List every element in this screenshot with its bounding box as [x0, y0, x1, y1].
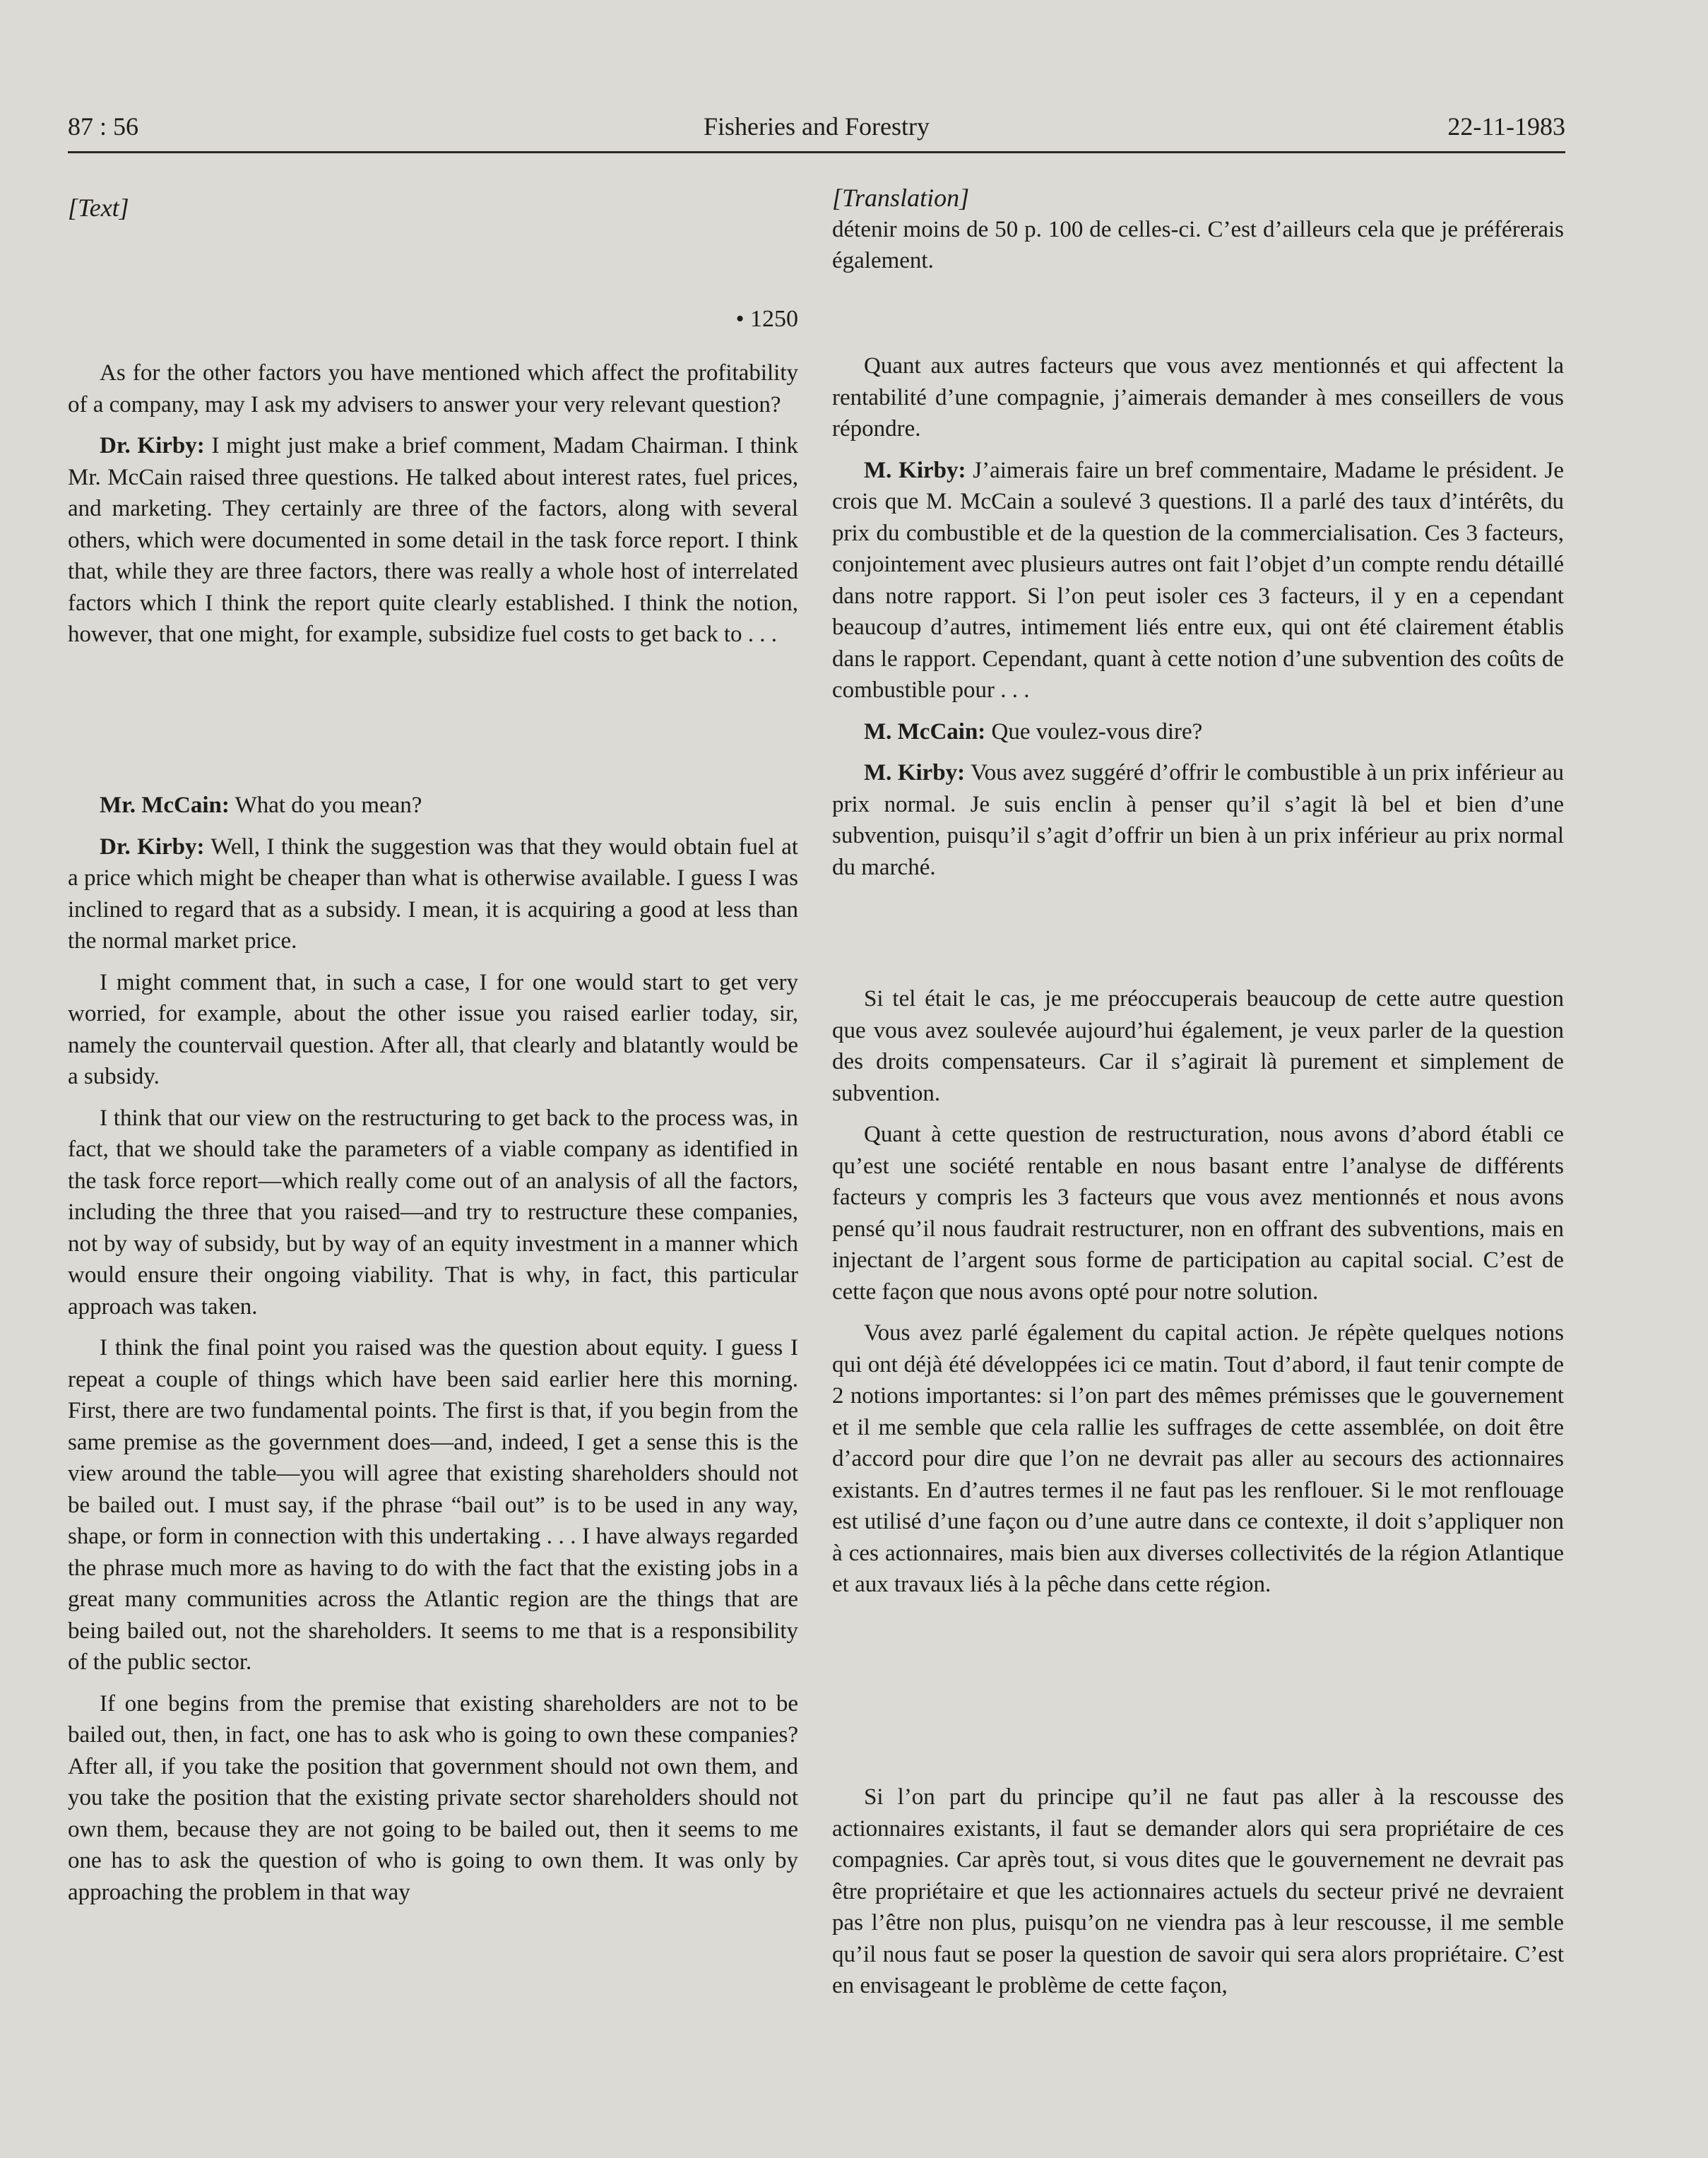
- paragraph-text: Vous avez suggéré d’offrir le combustible à un prix inférieur au prix normal. Je suis enclin à penser qu’il s’agit là bel et bien d’une subvention, puisqu’il s’agit d’offrir un bien à un prix inférieur au prix normal du marché.: [832, 760, 1564, 880]
- paragraph-text: Quant aux autres facteurs que vous avez mentionnés et qui affectent la rentabilité d’une compagnie, j’aimerais demander à mes conseillers de vous répondre.: [832, 353, 1564, 441]
- french-column-top: [832, 182, 1564, 287]
- paragraph-text: Si tel était le cas, je me préoccuperais beaucoup de cette autre question que vous avez soulevée aujourd’hui également, je veux parler de la question des droits compensateurs. Car il s’agirait là purement et simplement de subvention.: [832, 986, 1564, 1106]
- paragraph: [68, 967, 798, 1093]
- paragraph: [68, 790, 798, 822]
- text-marker: [Text]: [68, 194, 129, 222]
- paragraph: [68, 1103, 798, 1323]
- paragraph-text: I think the final point you raised was the question about equity. I guess I repeat a couple of things which have been said earlier here this morning. First, there are two fundamental points. The first is that, if you begin from the same premise as the government does—and, indeed, I get a sense this is the view around the table—you will agree that existing shareholders should not be bailed out. I must say, if the phrase “bail out” is to be used in any way, shape, or form in connection with this undertaking . . . I have always regarded the phrase much more as having to do with the fact that the existing jobs in a great many communities across the Atlantic region are the things that are being bailed out, not the shareholders. It seems to me that is a responsibility of the public sector.: [68, 1335, 798, 1675]
- running-title: Fisheries and Forestry: [704, 112, 930, 141]
- paragraph: [832, 350, 1564, 445]
- french-column-lower: [832, 1781, 1564, 2012]
- english-column: [68, 357, 798, 660]
- speaker-name: M. McCain:: [864, 718, 986, 745]
- paragraph: [832, 214, 1564, 277]
- paragraph-text: I might just make a brief comment, Madam Chairman. I think Mr. McCain raised three questions. He talked about interest rates, fuel prices, and marketing. They certainly are three of the factors, along with several others, which were documented in some detail in the task force report. I think that, while they are three factors, there was really a whole host of interrelated factors which I think the report quite clearly established. I think the notion, however, that one might, for example, subsidize fuel costs to get back to . . .: [68, 433, 799, 647]
- english-column-lower: [68, 790, 798, 1918]
- speaker-name: Mr. McCain:: [100, 793, 230, 818]
- paragraph-text: Si l’on part du principe qu’il ne faut pas aller à la rescousse des actionnaires existants, il faut se demander alors qui sera propriétaire de ces compagnies. Car après tout, si vous dites que le gouvernement ne devrait pas être propriétaire et que les actionnaires actuels du secteur privé ne devraient pas l’être non plus, puisqu’on ne viendra pas à leur rescousse, il me semble qu’il nous faut se poser la question de savoir qui sera alors propriétaire. C’est en envisageant le problème de cette façon,: [832, 1784, 1564, 1998]
- paragraph-text: I might comment that, in such a case, I for one would start to get very worried, for example, about the other issue you raised earlier today, sir, namely the countervail question. After all, that clearly and blatantly would be a subsidy.: [68, 969, 798, 1089]
- page-header: [68, 106, 1565, 153]
- paragraph: [832, 757, 1564, 883]
- paragraph-text: As for the other factors you have mentioned which affect the profitability of a company, may I ask my advisers to answer your very relevant question?: [68, 360, 798, 417]
- page-number: 87 : 56: [68, 112, 139, 141]
- paragraph-text: If one begins from the premise that existing shareholders are not to be bailed out, then, in fact, one has to ask who is going to own these companies? After all, if you take the position that government should not own them, and you take the position that the existing private sector shareholders should not own them, because they are not going to be bailed out, then it seems to me one has to ask the question of who is going to own them. It was only by approaching the problem in that way: [68, 1690, 798, 1905]
- paragraph: [68, 430, 798, 651]
- paragraph: [832, 455, 1564, 706]
- translation-marker: [Translation]: [832, 184, 970, 212]
- paragraph-text: Quant à cette question de restructuration, nous avons d’abord établi ce qu’est une société rentable en nous basant entre l’analyse de différents facteurs y compris les 3 facteurs que vous avez mentionnés et nous avons pensé qu’il nous faudrait restructurer, non en offrant des subventions, mais en injectant de l’argent sous forme de participation au capital social. C’est de cette façon que nous avons opté pour notre solution.: [832, 1122, 1564, 1305]
- paragraph-text: détenir moins de 50 p. 100 de celles-ci. C’est d’ailleurs cela que je préférerais également.: [832, 216, 1564, 273]
- paragraph-text: Well, I think the suggestion was that they would obtain fuel at a price which might be cheaper than what is otherwise available. I guess I was inclined to regard that as a subsidy. I mean, it is acquiring a good at less than the normal market price.: [68, 834, 799, 954]
- paragraph: [832, 983, 1564, 1109]
- paragraph: [832, 1317, 1564, 1601]
- english-timestamp-block: [68, 304, 798, 345]
- header-date: 22-11-1983: [1447, 112, 1565, 141]
- paragraph: [68, 1688, 798, 1909]
- paragraph-text: What do you mean?: [235, 793, 422, 818]
- paragraph-text: I think that our view on the restructuring to get back to the process was, in fact, that we should take the parameters of a viable company as identified in the task force report—which really come out of an analysis of all the factors, including the three that you raised—and try to restructure these companies, not by way of subsidy, but by way of an equity investment in a manner which would ensure their ongoing viability. That is why, in fact, this particular approach was taken.: [68, 1105, 798, 1320]
- paragraph: [68, 831, 798, 957]
- speaker-name: M. Kirby:: [864, 760, 966, 785]
- paragraph: [68, 1332, 798, 1678]
- paragraph-text: Que voulez-vous dire?: [991, 718, 1203, 745]
- english-column-top: [68, 192, 798, 234]
- french-column-middle: [832, 983, 1564, 1611]
- speaker-name: Dr. Kirby:: [100, 834, 205, 860]
- paragraph: [832, 716, 1564, 748]
- speaker-name: M. Kirby:: [864, 457, 966, 483]
- paragraph-text: Vous avez parlé également du capital action. Je répète quelques notions qui ont déjà été développées ici ce matin. Tout d’abord, il faut tenir compte de 2 notions importantes: si l’on part des mêmes prémisses que le gouvernement et il me semble que cela rallie les suffrages de cette assemblée, on doit être d’accord pour dire que l’on ne devrait pas aller au secours des actionnaires existants. En d’autres termes il ne faut pas les renflouer. Si le mot renflouage est utilisé d’une façon ou d’une autre dans ce contexte, il doit s’appliquer non à ces actionnaires, mais bien aux diverses collectivités de la région Atlantique et aux travaux liés à la pêche dans cette région.: [832, 1320, 1564, 1597]
- paragraph: [68, 357, 798, 420]
- paragraph-text: J’aimerais faire un bref commentaire, Madame le président. Je crois que M. McCain a soulevé 3 questions. Il a parlé des taux d’intérêts, du prix du combustible et de la question de la commercialisation. Ces 3 facteurs, conjointement avec plusieurs autres ont fait l’objet d’un compte rendu détaillé dans notre rapport. Si l’on peut isoler ces 3 facteurs, il y en a cependant beaucoup d’autres, intimement liés entre eux, qui ont été clairement établis dans le rapport. Cependant, quant à cette notion d’une subvention des coûts de combustible pour . . .: [832, 457, 1564, 703]
- french-column: [832, 350, 1564, 893]
- timestamp: • 1250: [735, 306, 798, 332]
- speaker-name: Dr. Kirby:: [100, 433, 205, 458]
- paragraph: [832, 1119, 1564, 1308]
- paragraph: [832, 1781, 1564, 2002]
